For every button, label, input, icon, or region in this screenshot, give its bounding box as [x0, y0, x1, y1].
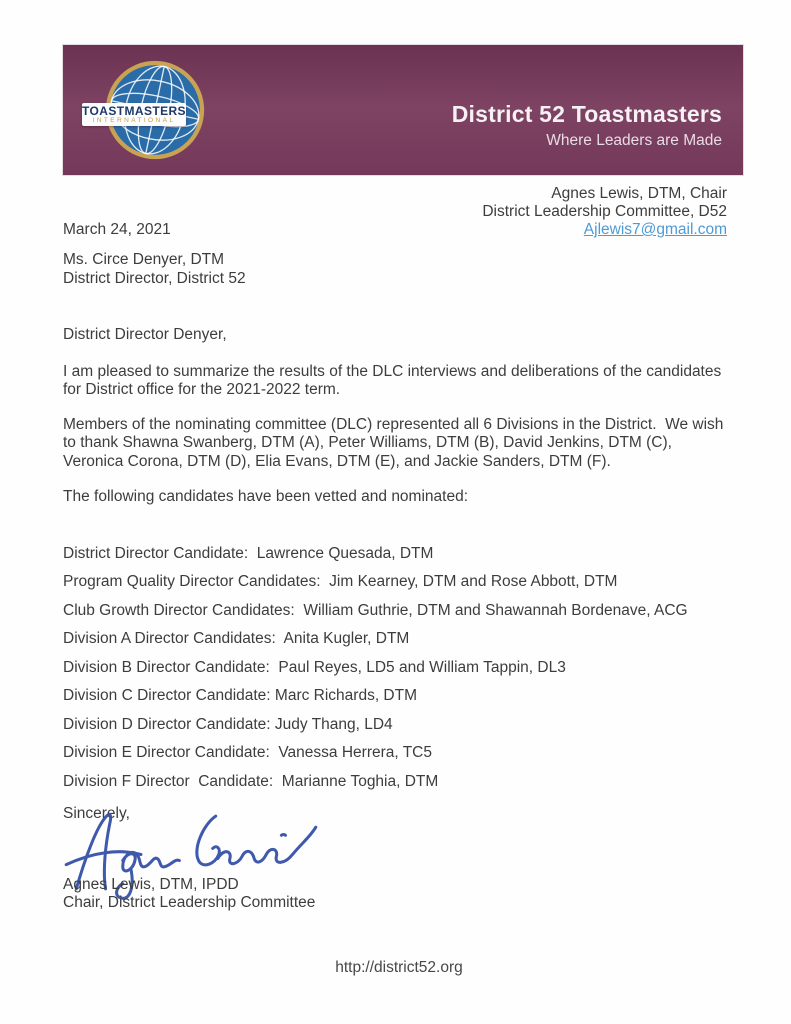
contact-name: Agnes Lewis, DTM, Chair [551, 185, 727, 202]
paragraph-summary: I am pleased to summarize the results of the DLC interviews and deliberations of the candidates for District office for the 2021-2022 term. [63, 362, 726, 398]
closing: Sincerely, [63, 805, 130, 822]
logo-line-toastmasters: TOASTMASTERS [82, 103, 186, 118]
logo-wordmark [82, 103, 186, 126]
candidate-line-division-f: Division F Director Candidate: Marianne Toghia, DTM [63, 772, 439, 790]
banner-text [452, 101, 722, 150]
candidate-line-district-director: District Director Candidate: Lawrence Quesada, DTM [63, 544, 434, 562]
intro-row [63, 185, 735, 239]
contact-committee: District Leadership Committee, D52 [482, 203, 727, 220]
footer-url: http://district52.org [335, 958, 463, 976]
letter-body [63, 175, 735, 977]
district-tagline: Where Leaders are Made [546, 132, 722, 149]
candidate-line-division-e: Division E Director Candidate: Vanessa Herrera, TC5 [63, 744, 432, 761]
salutation: District Director Denyer, [63, 326, 227, 343]
candidate-line-division-a: Division A Director Candidates: Anita Kugler, DTM [63, 630, 410, 647]
date-line: March 24, 2021 [63, 221, 171, 238]
candidate-line-program-quality: Program Quality Director Candidates: Jim Kearney, DTM and Rose Abbott, DTM [63, 573, 618, 590]
paragraph-nominated: The following candidates have been vetted and nominated: [63, 488, 469, 505]
logo-line-international: INTERNATIONAL [92, 116, 176, 124]
candidate-list [63, 540, 735, 797]
recipient-title: District Director, District 52 [63, 269, 246, 287]
signer-block [63, 876, 735, 913]
candidate-line-division-c: Division C Director Candidate: Marc Richards, DTM [63, 687, 418, 704]
candidate-line-division-b: Division B Director Candidate: Paul Reyes, LD5 and William Tappin, DL3 [63, 658, 566, 676]
recipient-block [63, 251, 735, 288]
signer-name: Agnes Lewis, DTM, IPDD [63, 875, 239, 893]
signature-block [63, 824, 735, 876]
district-title: District 52 Toastmasters [451, 101, 722, 127]
contact-block [482, 185, 727, 239]
signer-title: Chair, District Leadership Committee [63, 894, 316, 911]
email-link[interactable]: Ajlewis7@gmail.com [583, 221, 727, 238]
candidate-line-division-d: Division D Director Candidate: Judy Thang, LD4 [63, 715, 393, 733]
candidate-line-club-growth: Club Growth Director Candidates: William Guthrie, DTM and Shawannah Bordenave, ACG [63, 601, 688, 619]
paragraph-committee: Members of the nominating committee (DLC) represented all 6 Divisions in the District. We wish to thank Shawna Swanberg, DTM (A), Peter Williams, DTM (B), David Jenkins, DTM (C), Veronica Corona, DTM (D), Elia Evans, DTM (E), and Jackie Sanders, DTM (F). [63, 415, 728, 470]
header-banner [63, 45, 743, 175]
recipient-name: Ms. Circe Denyer, DTM [63, 251, 225, 268]
